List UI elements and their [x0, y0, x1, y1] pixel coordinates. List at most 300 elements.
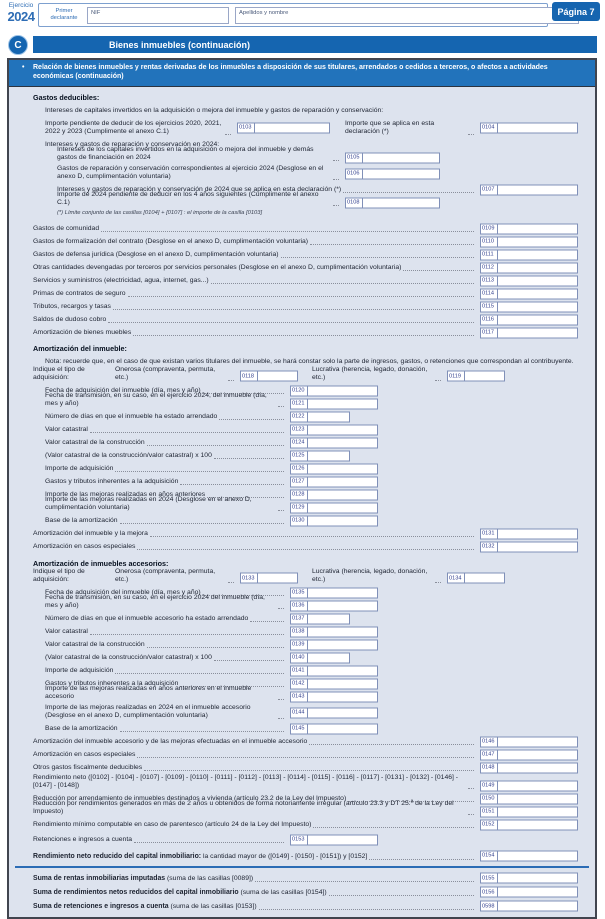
input-0142[interactable]: [308, 679, 377, 688]
box-number: 0117: [481, 328, 498, 337]
box-number: 0136: [291, 601, 308, 610]
form-row-0154: [9, 848, 595, 863]
box-number: 0152: [481, 820, 498, 829]
field-label: Suma de rendimientos netos reducidos del capital inmobiliario (suma de las casillas [0154]): [33, 888, 327, 896]
input-0133[interactable]: [258, 574, 297, 583]
input-0107[interactable]: [498, 185, 577, 194]
field-label: Amortización de bienes muebles: [33, 328, 132, 336]
box-number: 0111: [481, 250, 498, 259]
form-row-0127: [9, 475, 595, 488]
box-0149: [480, 780, 578, 791]
dotted-leader: [468, 788, 474, 789]
field-label: Importe de 2024 pendiente de deducir en los 4 años siguientes (Cumplimente el anexo C.1): [57, 190, 319, 206]
dotted-leader: [278, 718, 284, 719]
field-label: Número de días en que el inmueble ha estado arrendado: [45, 412, 218, 420]
dotted-leader: [108, 322, 474, 323]
box-number: 0115: [481, 302, 498, 311]
input-0120[interactable]: [308, 386, 377, 395]
field-label: Amortización del inmueble accesorio y de las mejoras efectuadas en el inmueble accesorio: [33, 737, 308, 745]
input-0129[interactable]: [308, 503, 377, 512]
box-0121: [290, 398, 378, 409]
box-0115: [480, 301, 578, 312]
input-0103[interactable]: [255, 123, 329, 132]
input-0156[interactable]: [498, 888, 577, 897]
field-label: Fecha de adquisición del inmueble (día, mes y año): [45, 386, 201, 394]
ejercicio-block: [4, 2, 38, 24]
input-0126[interactable]: [308, 464, 377, 473]
input-0117[interactable]: [498, 328, 577, 337]
field-label: Tributos, recargos y tasas: [33, 302, 111, 310]
field-label: Gastos deducibles:: [33, 92, 100, 102]
field-label: (*) Límite conjunto de las casillas [0104] + [0107] : el importe de la casilla [0103]: [57, 210, 263, 217]
box-number: 0121: [291, 399, 308, 408]
box-0153: [290, 834, 378, 845]
box-number: 0141: [291, 666, 308, 675]
dotted-leader: [255, 881, 474, 882]
input-0128[interactable]: [308, 490, 377, 499]
form-row-0139: [9, 638, 595, 651]
box-number: 0144: [291, 708, 308, 717]
input-0104[interactable]: [498, 123, 577, 132]
dotted-leader: [369, 859, 474, 860]
box-number: 0148: [481, 763, 498, 772]
box-number: 0126: [291, 464, 308, 473]
field-label: Reducción por arrendamiento de inmuebles destinados a vivienda (artículo 23.2 de la Ley del Impuesto): [33, 794, 347, 802]
field-label: Fecha de adquisición del inmueble (día, mes y año): [45, 588, 201, 596]
form-row-0141: [9, 664, 595, 677]
field-label: Otras cantidades devengadas por terceros por servicios personales (Desglose en el anexo D, cumplimentación voluntaria): [33, 263, 402, 271]
box-0108: [345, 197, 440, 208]
dotted-leader: [211, 283, 474, 284]
dotted-leader: [147, 647, 284, 648]
input-0122[interactable]: [308, 412, 349, 421]
field-label: Amortización en casos especiales: [33, 750, 136, 758]
form-row-0112: [9, 261, 595, 274]
form-row-0129: [9, 495, 595, 514]
input-0127[interactable]: [308, 477, 377, 486]
input-0124[interactable]: [308, 438, 377, 447]
field-label: Intereses y gastos de reparación y conservación de 2024 que se aplica en esta declaración (*): [57, 185, 342, 193]
box-number: 0154: [481, 851, 498, 860]
dotted-leader: [403, 270, 474, 271]
dotted-leader: [278, 406, 284, 407]
box-0145: [290, 723, 378, 734]
apellidos-nombre-field[interactable]: [235, 7, 579, 24]
form-row-0109: [9, 222, 595, 235]
dotted-leader: [134, 842, 284, 843]
field-label: Gastos y tributos inherentes a la adquisición: [45, 679, 179, 687]
dotted-leader: [313, 827, 474, 828]
box-number: 0137: [291, 614, 308, 623]
input-0137[interactable]: [308, 614, 349, 623]
field-label: Amortización en casos especiales: [33, 542, 136, 550]
box-0139: [290, 639, 378, 650]
box-number: 0127: [291, 477, 308, 486]
field-label: Amortización de inmuebles accesorios:: [33, 558, 169, 568]
dotted-leader: [333, 205, 339, 206]
box-0136: [290, 600, 378, 611]
box-0134: [447, 573, 505, 584]
field-label: Importe de adquisición: [45, 666, 114, 674]
box-number: 0143: [291, 692, 308, 701]
box-0150: [480, 793, 578, 804]
form-row: [9, 91, 595, 104]
box-0106: [345, 168, 440, 179]
box-0123: [290, 424, 378, 435]
input-0115[interactable]: [498, 302, 577, 311]
box-number: 0133: [241, 574, 258, 583]
dotted-leader: [228, 380, 234, 381]
field-label: (Valor catastral de la construcción/valor catastral) x 100: [45, 451, 212, 459]
box-0124: [290, 437, 378, 448]
input-0118[interactable]: [258, 372, 297, 381]
form-row-0138: [9, 625, 595, 638]
box-0133: [240, 573, 298, 584]
box-0125: [290, 450, 350, 461]
form-row-0117: [9, 326, 595, 339]
form-row-0125: [9, 449, 595, 462]
form-row-0143: [9, 684, 595, 703]
input-0125[interactable]: [308, 451, 349, 460]
box-number: 0129: [291, 503, 308, 512]
box-0130: [290, 515, 378, 526]
declarante-box: [38, 3, 548, 27]
dotted-leader: [219, 419, 284, 420]
dotted-leader: [120, 523, 284, 524]
input-0155[interactable]: [498, 874, 577, 883]
dotted-leader: [333, 179, 339, 180]
input-0106[interactable]: [363, 169, 439, 178]
input-0131[interactable]: [498, 529, 577, 538]
field-label: Lucrativa (herencia, legado, donación, etc.): [312, 567, 428, 583]
dotted-leader: [333, 160, 339, 161]
box-number: 0138: [291, 627, 308, 636]
input-0154[interactable]: [498, 851, 577, 860]
field-label: Gastos de defensa jurídica (Desglose en el anexo D, cumplimentación voluntaria): [33, 250, 279, 258]
box-0146: [480, 736, 578, 747]
form-body: [9, 87, 595, 917]
box-0111: [480, 249, 578, 260]
input-0123[interactable]: [308, 425, 377, 434]
box-0128: [290, 489, 378, 500]
form-row-0124: [9, 436, 595, 449]
form-row-0148: [9, 761, 595, 774]
field-label: Intereses y gastos de reparación y conservación en 2024:: [45, 140, 220, 148]
field-label: Servicios y suministros (electricidad, agua, internet, gas...): [33, 276, 209, 284]
input-0111[interactable]: [498, 250, 577, 259]
box-0126: [290, 463, 378, 474]
field-label: Onerosa (compraventa, permuta, etc.): [115, 567, 216, 583]
box-number: 0108: [346, 198, 363, 207]
box-0113: [480, 275, 578, 286]
box-number: 0114: [481, 289, 498, 298]
input-0140[interactable]: [308, 653, 349, 662]
box-0148: [480, 762, 578, 773]
box-number: 0116: [481, 315, 498, 324]
form-row-0105: [9, 145, 595, 164]
field-label: Intereses de los capitales invertidos en la adquisición o mejora del inmueble y demás gastos de financiación en 2024: [57, 145, 314, 161]
dotted-leader: [468, 814, 474, 815]
box-number: 0130: [291, 516, 308, 525]
form-row-0153: [9, 833, 595, 846]
form-row-0132: [9, 540, 595, 553]
field-label: Indique el tipo de adquisición:: [33, 567, 85, 583]
box-0129: [290, 502, 378, 513]
form-row-0113: [9, 274, 595, 287]
form-row-0144: [9, 703, 595, 722]
section-divider: [15, 866, 589, 868]
input-0143[interactable]: [308, 692, 377, 701]
input-0108[interactable]: [363, 198, 439, 207]
box-0143: [290, 691, 378, 702]
field-label: Fecha de transmisión, en su caso, en el ejercicio 2024, del inmueble (día, mes y año): [45, 391, 267, 407]
form-row-0110: [9, 235, 595, 248]
input-0130[interactable]: [308, 516, 377, 525]
input-0148[interactable]: [498, 763, 577, 772]
form-row-0598: [9, 899, 595, 913]
input-0116[interactable]: [498, 315, 577, 324]
box-number: 0128: [291, 490, 308, 499]
field-label: Valor catastral de la construcción: [45, 438, 145, 446]
input-0149[interactable]: [498, 781, 577, 790]
input-0114[interactable]: [498, 289, 577, 298]
dotted-leader: [329, 895, 474, 896]
box-number: 0105: [346, 153, 363, 162]
section-title-bar: [33, 36, 597, 53]
form-row-0137: [9, 612, 595, 625]
box-0156: [480, 887, 578, 898]
box-0104: [480, 122, 578, 133]
box-0152: [480, 819, 578, 830]
box-0110: [480, 236, 578, 247]
field-label: Importe pendiente de deducir de los ejercicios 2020, 2021, 2022 y 2023 (Cumplimente el anexo C.1): [45, 119, 222, 135]
form-row-0126: [9, 462, 595, 475]
dotted-leader: [259, 909, 474, 910]
box-0117: [480, 327, 578, 338]
form-row-0122: [9, 410, 595, 423]
box-0140: [290, 652, 350, 663]
input-0141[interactable]: [308, 666, 377, 675]
form-row-0146: [9, 735, 595, 748]
input-0146[interactable]: [498, 737, 577, 746]
box-0155: [480, 873, 578, 884]
field-label: Lucrativa (herencia, legado, donación, etc.): [312, 365, 428, 381]
box-number: 0149: [481, 781, 498, 790]
field-label: Suma de rentas inmobiliarias imputadas (suma de las casillas [0089]): [33, 874, 254, 882]
box-0154: [480, 850, 578, 861]
form-panel: [7, 58, 597, 919]
field-label: Suma de retenciones e ingresos a cuenta (suma de las casillas [0153]): [33, 902, 257, 910]
box-0119: [447, 371, 505, 382]
input-0145[interactable]: [308, 724, 377, 733]
input-0121[interactable]: [308, 399, 377, 408]
form-row-0149: [9, 773, 595, 792]
box-0144: [290, 707, 378, 718]
box-0116: [480, 314, 578, 325]
input-0139[interactable]: [308, 640, 377, 649]
box-number: 0109: [481, 224, 498, 233]
form-row-0115: [9, 300, 595, 313]
input-0119[interactable]: [465, 372, 504, 381]
form-row-0133: [9, 567, 595, 586]
field-label: Importe de las mejoras realizadas en años anteriores en el inmueble accesorio: [45, 684, 252, 700]
nif-field[interactable]: [87, 7, 229, 24]
dotted-leader: [225, 134, 231, 135]
field-label: Importe de adquisición: [45, 464, 114, 472]
ejercicio-year: 2024: [7, 9, 35, 24]
dotted-leader: [214, 660, 284, 661]
form-row-0111: [9, 248, 595, 261]
page-badge: Página 7: [552, 2, 600, 21]
box-number: 0112: [481, 263, 498, 272]
dotted-leader: [435, 380, 441, 381]
input-0110[interactable]: [498, 237, 577, 246]
section-letter-badge: C: [8, 35, 28, 55]
field-label: Rendimiento mínimo computable en caso de parentesco (artículo 24 de la Ley del Impuesto): [33, 820, 312, 828]
input-0144[interactable]: [308, 708, 377, 717]
form-row-0106: [9, 164, 595, 183]
field-label: Gastos y tributos inherentes a la adquisición: [45, 477, 179, 485]
box-number: 0151: [481, 807, 498, 816]
box-number: 0122: [291, 412, 308, 421]
box-0141: [290, 665, 378, 676]
form-row-0136: [9, 593, 595, 612]
box-number: 0134: [448, 574, 465, 583]
box-number: 0103: [238, 123, 255, 132]
field-label: Número de días en que el inmueble accesorio ha estado arrendado: [45, 614, 249, 622]
field-label: Primas de contratos de seguro: [33, 289, 126, 297]
box-0132: [480, 541, 578, 552]
form-row-0155: [9, 871, 595, 885]
input-0134[interactable]: [465, 574, 504, 583]
input-0105[interactable]: [363, 153, 439, 162]
dotted-leader: [310, 244, 474, 245]
field-label: Importe que se aplica en esta declaración (*): [345, 119, 435, 135]
box-number: 0119: [448, 372, 465, 381]
dotted-leader: [343, 192, 474, 193]
bullet-icon: •: [22, 64, 25, 71]
box-0107: [480, 184, 578, 195]
box-0131: [480, 528, 578, 539]
input-0113[interactable]: [498, 276, 577, 285]
form-row-0140: [9, 651, 595, 664]
subsection-title: Relación de bienes inmuebles y rentas derivadas de los inmuebles a disposición de sus titulares, arrendados o cedidos a terceros, o afectos a actividades económicas (continuación): [33, 64, 548, 81]
box-number: 0156: [481, 888, 498, 897]
subsection-header: [9, 60, 595, 87]
input-0109[interactable]: [498, 224, 577, 233]
dotted-leader: [113, 309, 474, 310]
form-row: [9, 104, 595, 117]
input-0136[interactable]: [308, 601, 377, 610]
dotted-leader: [144, 770, 474, 771]
dotted-leader: [278, 510, 284, 511]
box-0114: [480, 288, 578, 299]
form-row-0116: [9, 313, 595, 326]
dotted-leader: [137, 549, 474, 550]
input-0150[interactable]: [498, 794, 577, 803]
box-0122: [290, 411, 350, 422]
dotted-leader: [278, 699, 284, 700]
ejercicio-label: Ejercicio: [8, 2, 34, 9]
form-row-0121: [9, 391, 595, 410]
box-0142: [290, 678, 378, 689]
dotted-leader: [115, 673, 284, 674]
field-label: Onerosa (compraventa, permuta, etc.): [115, 365, 216, 381]
apellidos-label: Apellidos y nombre: [239, 10, 289, 16]
box-number: 0125: [291, 451, 308, 460]
section-title: Bienes inmuebles (continuación): [109, 39, 251, 50]
input-0112[interactable]: [498, 263, 577, 272]
declarante-label: Primer declarante: [50, 8, 78, 21]
dotted-leader: [150, 536, 474, 537]
form-row: [9, 209, 595, 219]
box-number: 0123: [291, 425, 308, 434]
box-number: 0132: [481, 542, 498, 551]
box-0120: [290, 385, 378, 396]
box-0112: [480, 262, 578, 273]
field-label: Gastos de formalización del contrato (Desglose en el anexo D, cumplimentación voluntaria): [33, 237, 309, 245]
box-number: 0145: [291, 724, 308, 733]
dotted-leader: [90, 634, 284, 635]
input-0138[interactable]: [308, 627, 377, 636]
box-number: 0147: [481, 750, 498, 759]
dotted-leader: [214, 458, 284, 459]
input-0132[interactable]: [498, 542, 577, 551]
box-number: 0135: [291, 588, 308, 597]
box-0137: [290, 613, 350, 624]
input-0135[interactable]: [308, 588, 377, 597]
dotted-leader: [468, 134, 474, 135]
form-row-0151: [9, 799, 595, 818]
dotted-leader: [278, 608, 284, 609]
dotted-leader: [137, 757, 474, 758]
dotted-leader: [147, 445, 284, 446]
box-number: 0140: [291, 653, 308, 662]
form-row-0156: [9, 885, 595, 899]
input-0147[interactable]: [498, 750, 577, 759]
dotted-leader: [133, 335, 474, 336]
dotted-leader: [180, 484, 284, 485]
field-label: Importe de las mejoras realizadas en años anteriores: [45, 490, 206, 498]
field-label: Amortización del inmueble:: [33, 343, 127, 353]
dotted-leader: [309, 744, 474, 745]
box-0135: [290, 587, 378, 598]
form-row-0152: [9, 818, 595, 831]
box-number: 0153: [291, 835, 308, 844]
field-label: Indique el tipo de adquisición:: [33, 365, 85, 381]
field-label: Nota: recuerde que, en el caso de que existan varios titulares del inmueble, se hará constar solo la parte de ingresos, gastos, o retenciones que correspondan al contribuyente.: [45, 357, 574, 365]
input-0153[interactable]: [308, 835, 377, 844]
box-0103: [237, 122, 330, 133]
input-0151[interactable]: [498, 807, 577, 816]
box-0105: [345, 152, 440, 163]
input-0152[interactable]: [498, 820, 577, 829]
box-number: 0598: [481, 902, 498, 911]
form-row: [9, 342, 595, 355]
dotted-leader: [101, 231, 474, 232]
box-number: 0113: [481, 276, 498, 285]
field-label: Rendimiento neto reducido del capital inmobiliario: la cantidad mayor de ([0149] - [0150] - [0151]) y [0152]: [33, 852, 368, 860]
nif-label: NIF: [91, 10, 101, 16]
field-label: Rendimiento neto ([0102] - [0104] - [0107] - [0109] - [0110] - [0111] - [0112] - [0113] - [0114] - [0115] - [0116] - [0117] - [0131] - [0132] - [0146] - [0147] - [0148]): [33, 773, 459, 789]
form-row-0130: [9, 514, 595, 527]
field-label: Valor catastral: [45, 627, 88, 635]
form-row-0118: [9, 365, 595, 384]
box-number: 0155: [481, 874, 498, 883]
input-0598[interactable]: [498, 902, 577, 911]
dotted-leader: [435, 582, 441, 583]
field-label: Base de la amortización: [45, 516, 118, 524]
